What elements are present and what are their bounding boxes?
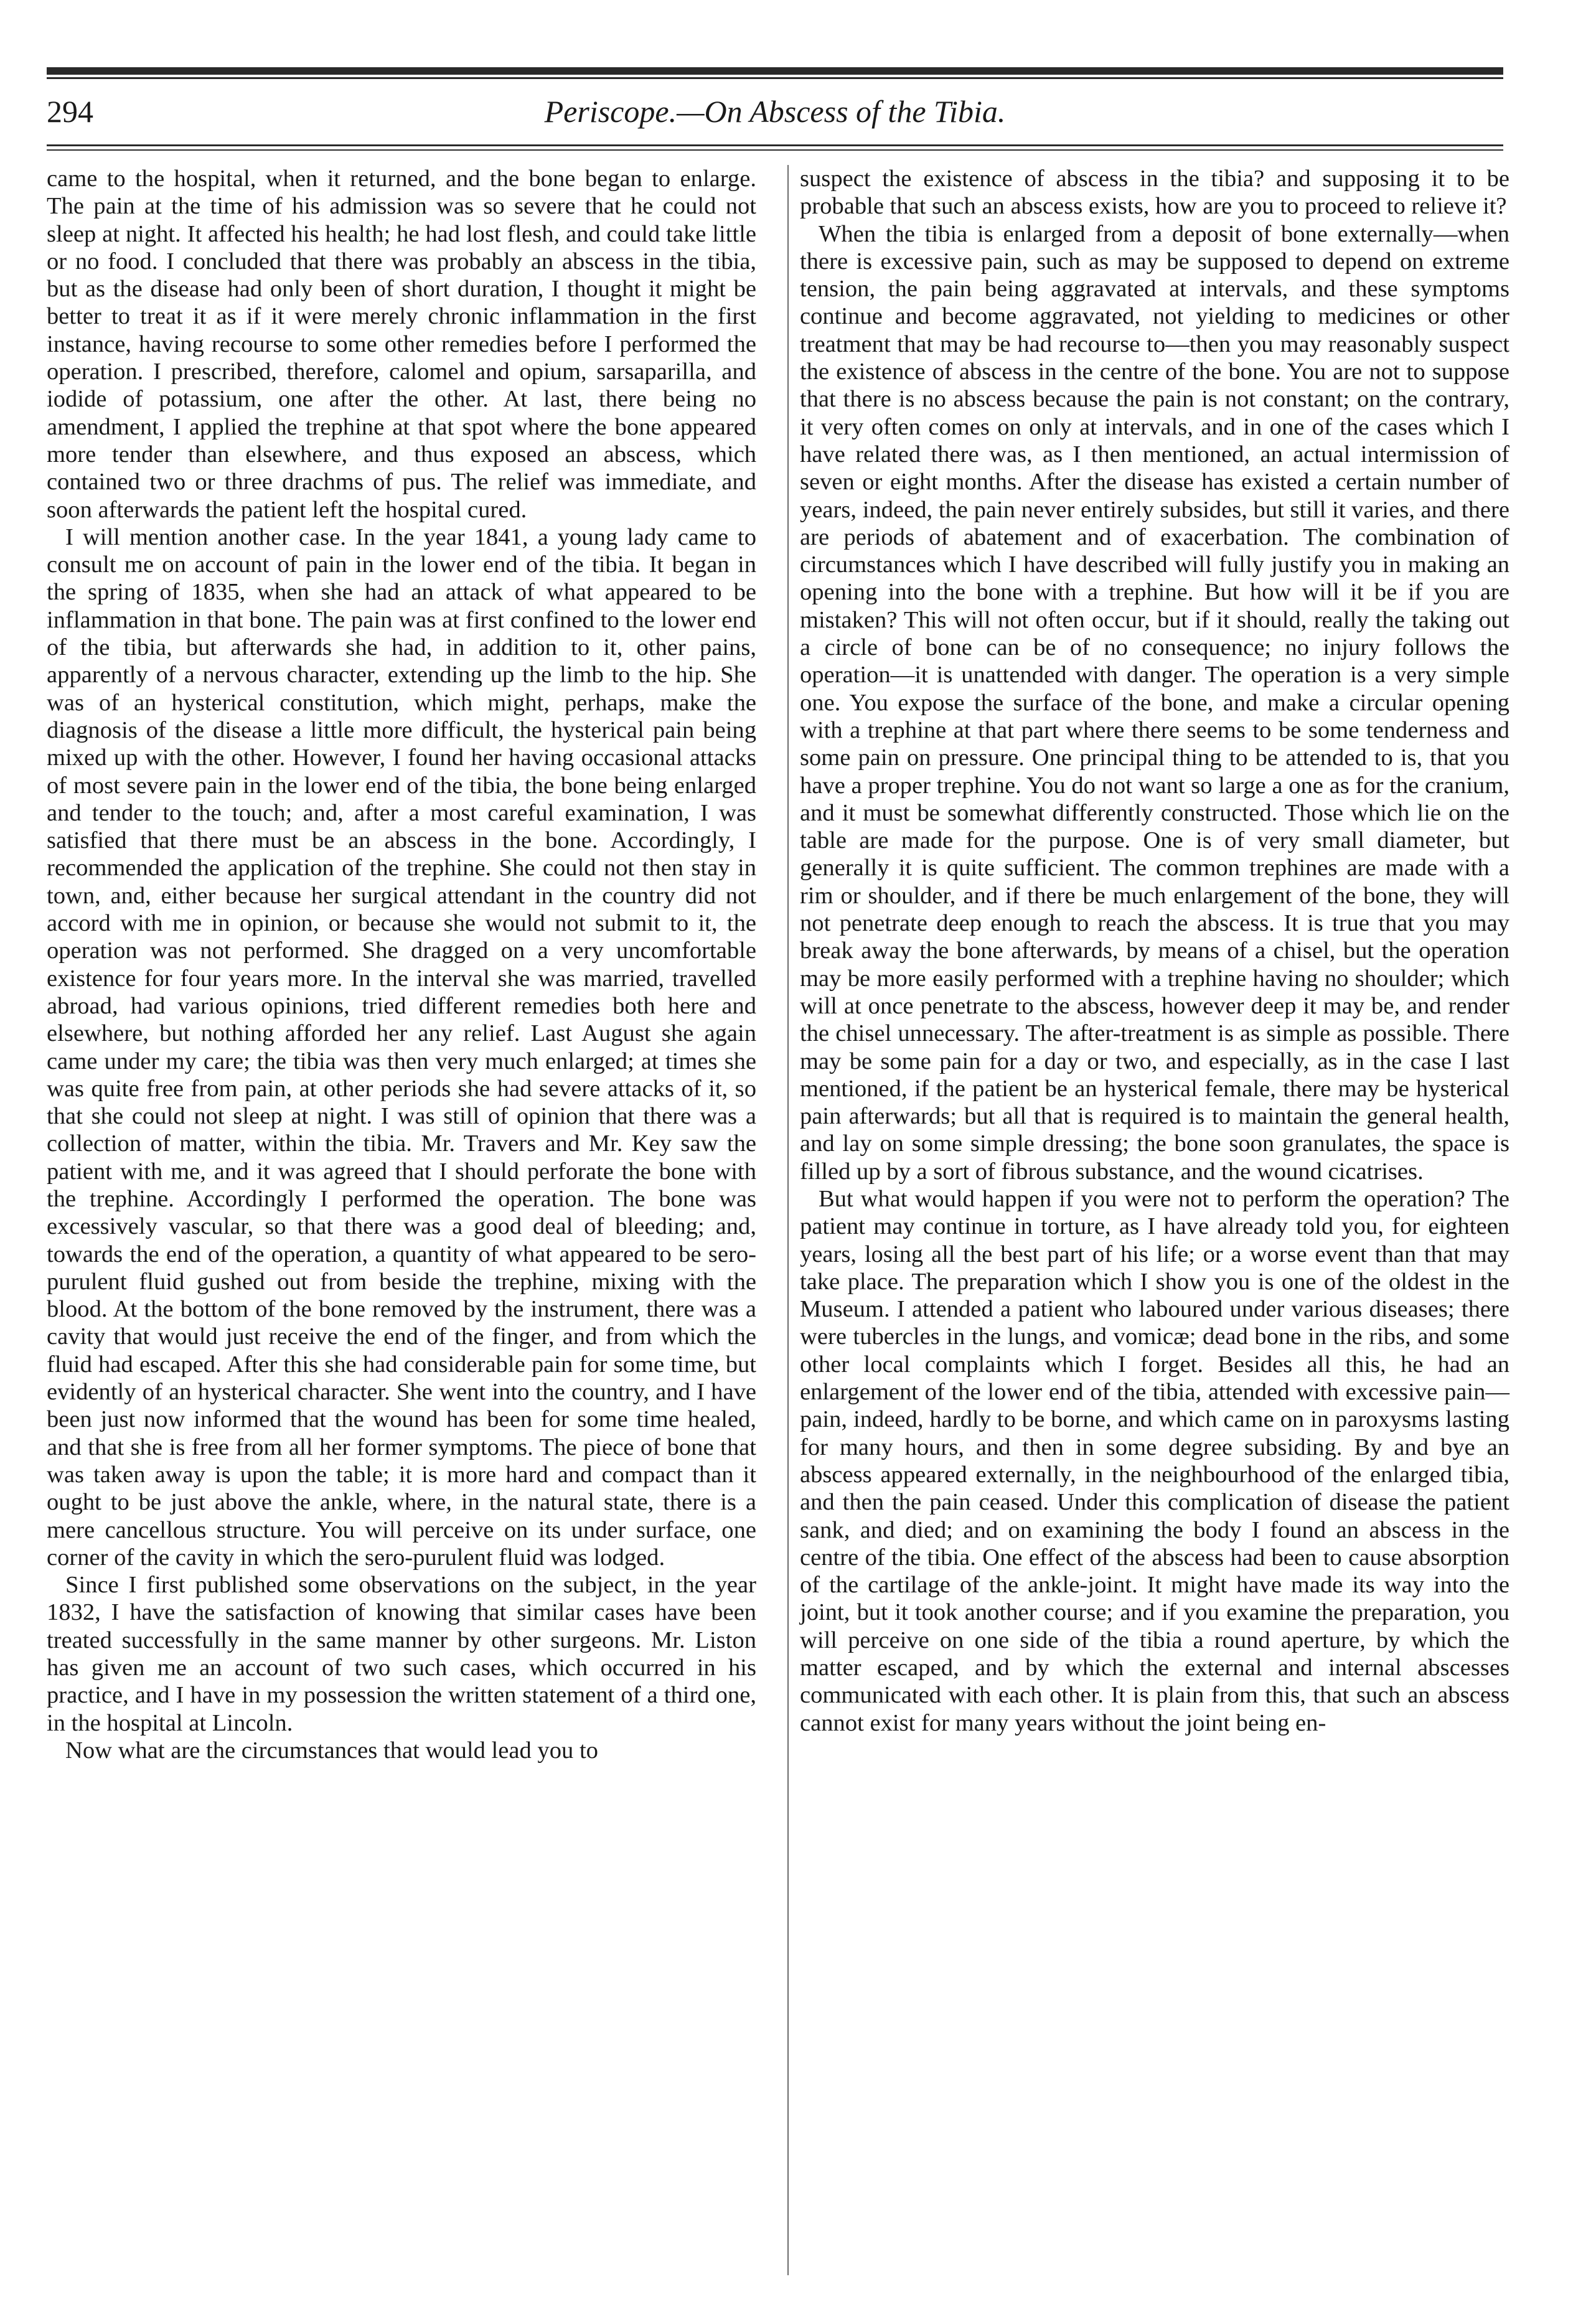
top-double-rule bbox=[47, 67, 1503, 75]
header-rule bbox=[47, 144, 1503, 146]
paragraph: came to the hospital, when it returned, and the bone began to enlarge. The pain at the time of his admission was so severe that he could not sleep at night. It affected his health; he had lost flesh, and could take little or no food. I concluded that there was probably an abscess in the tibia, but as the disease had only been of short duration, I thought it might be better to treat it as if it were merely chronic inflammation in the first instance, having recourse to some other remedies before I performed the operation. I prescribed, therefore, calomel and opium, sarsaparilla, and iodide of potassium, one after the other. At last, there being no amendment, I applied the trephine at that spot where the bone appeared more tender than elsewhere, and thus exposed an abscess, which contained two or three drachms of pus. The relief was immediate, and soon afterwards the patient left the hospital cured. bbox=[47, 166, 756, 523]
running-title: Periscope.—On Abscess of the Tibia. bbox=[544, 94, 1006, 129]
paragraph: I will mention another case. In the year 1841, a young lady came to consult me on account of pain in the lower end of the tibia. It began in the spring of 1835, when she had an attack of what appeared to be inflammation in that bone. The pain was at first confined to the lower end of the tibia, but afterwards she had, in addition to it, other pains, apparently of a nervous character, extending up the limb to the hip. She was of an hysterical constitution, which might, perhaps, make the diagnosis of the disease a little more difficult, the hysterical pain being mixed up with the other. However, I found her having occasional attacks of most severe pain in the lower end of the tibia, the bone being enlarged and tender to the touch; and, after a most careful examination, I was satisfied that there must be an abscess in the bone. Accordingly, I recommended the application of the trephine. She could not then stay in town, and, either because her surgical attendant in the country did not accord with me in opinion, or because she would not submit to it, the operation was not performed. She dragged on a very uncomfortable existence for four years more. In the interval she was married, travelled abroad, had various opinions, tried different remedies both here and elsewhere, but nothing afforded her any relief. Last August she again came under my care; the tibia was then very much enlarged; at times she was quite free from pain, at other periods she had severe attacks of it, so that she could not sleep at night. I was still of opinion that there was a collection of matter, within the tibia. Mr. Travers and Mr. Key saw the patient with me, and it was agreed that I should perforate the bone with the trephine. Accordingly I performed the operation. The bone was excessively vascular, so that there was a good deal of bleeding; and, towards the end of the operation, a quantity of what appeared to be sero-purulent fluid gushed out from beside the trephine, mixing with the blood. At the bottom of the bone removed by the instrument, there was a cavity that would just receive the end of the finger, and from which the fluid had escaped. After this she had considerable pain for some time, but evidently of an hysterical character. She went into the country, and I have been just now informed that the wound has been for some time healed, and that she is free from all her former symptoms. The piece of bone that was taken away is upon the table; it is more hard and compact than it ought to be just above the ankle, where, in the natural state, there is a mere cancellous structure. You will perceive on its under surface, one corner of the cavity in which the sero-purulent fluid was lodged. bbox=[47, 524, 756, 1571]
top-thin-rule bbox=[47, 77, 1503, 79]
paragraph: suspect the existence of abscess in the tibia? and supposing it to be probable that such an abscess exists, how are you to proceed to relieve it? bbox=[800, 166, 1509, 220]
left-column bbox=[47, 165, 756, 1764]
page-header bbox=[47, 93, 1503, 137]
page-number: 294 bbox=[47, 94, 93, 129]
paragraph: But what would happen if you were not to perform the operation? The patient may continue in torture, as I have already told you, for eighteen years, losing all the best part of his life; or a worse event than that may take place. The preparation which I show you is one of the oldest in the Museum. I attended a patient who laboured under various diseases; there were tubercles in the lungs, and vomicæ; dead bone in the ribs, and some other local complaints which I forget. Besides all this, he had an enlargement of the lower end of the tibia, attended with excessive pain—pain, indeed, hardly to be borne, and which came on in paroxysms lasting for many hours, and then in some degree subsiding. By and bye an abscess appeared externally, in the neighbourhood of the enlarged tibia, and then the pain ceased. Under this complication of disease the patient sank, and died; and on examining the body I found an abscess in the centre of the tibia. One effect of the abscess had been to cause absorption of the cartilage of the ankle-joint. It might have made its way into the joint, but it took another course; and if you examine the preparation, you will perceive on one side of the tibia a round aperture, by which the matter escaped, and by which the external and internal abscesses communicated with each other. It is plain from this, that such an abscess cannot exist for many years without the joint being en- bbox=[800, 1185, 1509, 1736]
paragraph: When the tibia is enlarged from a deposit of bone externally—when there is excessive pain, such as may be supposed to depend on extreme tension, the pain being aggravated at intervals, and these symptoms continue and become aggravated, not yielding to medicines or other treatment that may be had recourse to—then you may reasonably suspect the existence of abscess in the centre of the bone. You are not to suppose that there is no abscess because the pain is not constant; on the contrary, it very often comes on only at intervals, and in one of the cases which I have related there was, as I then mentioned, an actual intermission of seven or eight months. After the disease has existed a certain number of years, indeed, the pain never entirely subsides, but still it varies, and there are periods of abatement and of exacerbation. The combination of circumstances which I have described will fully justify you in making an opening into the bone with a trephine. But how will it be if you are mistaken? This will not often occur, but if it should, really the taking out a circle of bone can be of no consequence; no injury follows the operation—it is unattended with danger. The operation is a very simple one. You expose the surface of the bone, and make a circular opening with a trephine at that part where there seems to be some tenderness and some pain on pressure. One principal thing to be attended to is, that you have a proper trephine. You do not want so large a one as for the cranium, and it must be somewhat differently constructed. Those which lie on the table are made for the purpose. One is of very small diameter, but generally it is quite sufficient. The common trephines are made with a rim or shoulder, and if there be much enlargement of the bone, they will not penetrate deep enough to reach the abscess. It is true that you may break away the bone afterwards, by means of a chisel, but the operation may be more easily performed with a trephine having no shoulder; which will at once penetrate to the abscess, however deep it may be, and render the chisel unnecessary. The after-treatment is as simple as possible. There may be some pain for a day or two, and especially, as in the case I last mentioned, if the patient be an hysterical female, there may be hysterical pain afterwards; but all that is required is to maintain the general health, and lay on some simple dressing; the bone soon granulates, the space is filled up by a sort of fibrous substance, and the wound cicatrises. bbox=[800, 220, 1509, 1185]
paragraph: Since I first published some observations on the subject, in the year 1832, I have the satisfaction of knowing that similar cases have been treated successfully in the same manner by other surgeons. Mr. Liston has given me an account of two such cases, which occurred in his practice, and I have in my possession the written statement of a third one, in the hospital at Lincoln. bbox=[47, 1572, 756, 1736]
header-rule-thin bbox=[47, 149, 1503, 151]
column-divider bbox=[787, 165, 789, 2275]
paragraph: Now what are the circumstances that would lead you to bbox=[65, 1737, 598, 1764]
right-column bbox=[800, 165, 1509, 1737]
